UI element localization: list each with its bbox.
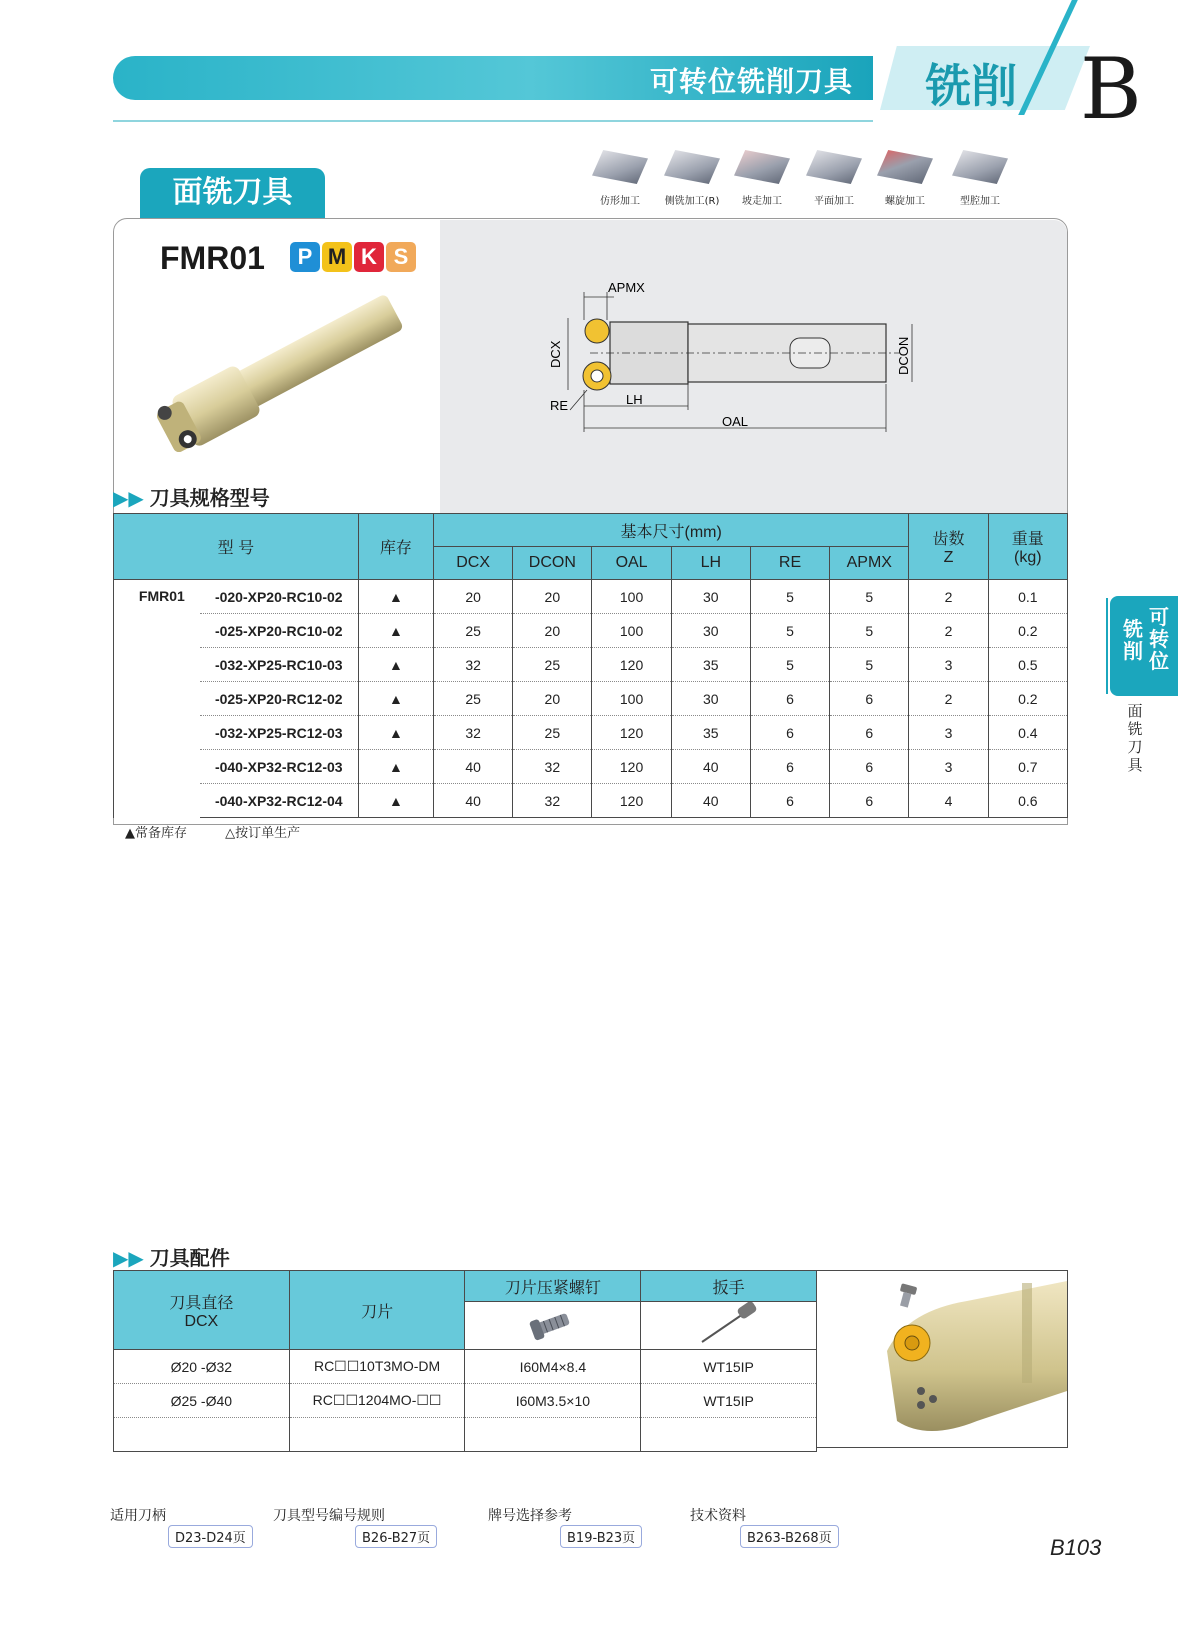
row-code: -032-XP25-RC10-03	[200, 648, 358, 682]
header-apmx: APMX	[830, 547, 909, 580]
header-oal: OAL	[592, 547, 671, 580]
material-badge-m: M	[322, 242, 352, 272]
operation-item	[657, 150, 727, 207]
operation-item	[727, 150, 797, 207]
double-chevron-icon: ▶▶	[113, 486, 144, 510]
operation-icons	[600, 150, 1040, 210]
row-oal: 120	[592, 784, 671, 818]
footer-ref-label: 适用刀柄	[110, 1508, 166, 1524]
acc-row-dcx: Ø25 -Ø40	[114, 1384, 290, 1418]
footer-ref-label: 牌号选择参考	[488, 1508, 572, 1524]
operation-item	[799, 150, 869, 207]
row-apmx: 6	[830, 682, 909, 716]
screw-icon	[523, 1304, 583, 1344]
legend-to-order: △按订单生产	[225, 826, 301, 841]
acc-row-screw	[465, 1418, 641, 1452]
row-code: -040-XP32-RC12-03	[200, 750, 358, 784]
operation-label: 型腔加工	[960, 196, 1000, 207]
row-apmx: 6	[830, 716, 909, 750]
legend-in-stock: ▲常备库存	[125, 826, 187, 841]
accessory-photo	[817, 1270, 1068, 1448]
acc-row-screw: I60M4×8.4	[465, 1350, 641, 1384]
header-dcx: DCX	[433, 547, 512, 580]
row-code: -032-XP25-RC12-03	[200, 716, 358, 750]
footer-ref-pages[interactable]: B26-B27页	[355, 1525, 437, 1548]
row-code: -025-XP20-RC10-02	[200, 614, 358, 648]
acc-header-wrench: 扳手	[641, 1271, 817, 1302]
table-row	[114, 1418, 817, 1452]
row-dcx: 25	[433, 682, 512, 716]
header-teeth-sub: Z	[943, 549, 954, 566]
acc-row-wrench: WT15IP	[641, 1350, 817, 1384]
row-dcon: 25	[513, 716, 592, 750]
header-category: 铣削	[925, 59, 1017, 113]
row-stock: ▲	[358, 614, 433, 648]
row-kg: 0.1	[988, 580, 1067, 614]
row-dcx: 32	[433, 648, 512, 682]
row-kg: 0.6	[988, 784, 1067, 818]
row-z: 2	[909, 614, 988, 648]
row-z: 2	[909, 682, 988, 716]
acc-row-insert	[289, 1418, 465, 1452]
footer-ref-pages[interactable]: B19-B23页	[560, 1525, 642, 1548]
row-apmx: 6	[830, 784, 909, 818]
label-oal: OAL	[722, 414, 749, 429]
row-kg: 0.2	[988, 682, 1067, 716]
footer-ref-grades[interactable]	[488, 1505, 636, 1546]
footer-ref-label: 技术资料	[690, 1508, 746, 1524]
row-z: 4	[909, 784, 988, 818]
row-apmx: 5	[830, 614, 909, 648]
side-tab-subtitle: 面铣刀具	[1127, 702, 1143, 774]
spec-table	[113, 513, 1068, 818]
row-apmx: 6	[830, 750, 909, 784]
header-model: 型 号	[114, 514, 359, 580]
row-stock: ▲	[358, 648, 433, 682]
row-code: -025-XP20-RC12-02	[200, 682, 358, 716]
label-apmx: APMX	[608, 280, 645, 295]
accessories-table	[113, 1270, 817, 1452]
face-milling-icon	[806, 150, 862, 184]
operation-label: 侧铣加工(R)	[664, 196, 720, 207]
side-tab-col2: 铣削	[1123, 617, 1143, 663]
label-lh: LH	[626, 392, 643, 407]
row-lh: 40	[671, 784, 750, 818]
header-weight-sub: (kg)	[1014, 549, 1042, 566]
row-re: 6	[750, 750, 829, 784]
row-re: 6	[750, 716, 829, 750]
table-row	[114, 750, 1068, 784]
end-mill-photo	[145, 292, 415, 452]
header-weight	[988, 514, 1067, 580]
row-code: -040-XP32-RC12-04	[200, 784, 358, 818]
profiling-icon	[592, 150, 648, 184]
row-lh: 30	[671, 614, 750, 648]
row-lh: 30	[671, 682, 750, 716]
torx-wrench-icon	[694, 1302, 764, 1346]
pocketing-icon	[952, 150, 1008, 184]
header-title: 可转位铣削刀具	[650, 65, 854, 98]
row-stock: ▲	[358, 784, 433, 818]
row-z: 2	[909, 580, 988, 614]
row-dcon: 32	[513, 784, 592, 818]
spec-heading	[113, 482, 270, 511]
operation-item	[870, 150, 940, 207]
label-re: RE	[550, 398, 569, 413]
header-stock: 库存	[358, 514, 433, 580]
operation-item	[945, 150, 1015, 207]
acc-header-dcx-label: 刀具直径	[169, 1294, 234, 1312]
row-oal: 120	[592, 648, 671, 682]
table-row	[114, 1384, 817, 1418]
acc-row-screw: I60M3.5×10	[465, 1384, 641, 1418]
table-row	[114, 784, 1068, 818]
wrench-picture-cell	[641, 1302, 817, 1350]
header-weight-label: 重量	[1011, 531, 1044, 548]
side-tab-col1: 可转位	[1149, 605, 1169, 673]
row-dcx: 20	[433, 580, 512, 614]
footer-ref-holders[interactable]	[110, 1505, 246, 1546]
row-dcon: 20	[513, 580, 592, 614]
row-re: 6	[750, 784, 829, 818]
row-dcx: 25	[433, 614, 512, 648]
row-dcon: 32	[513, 750, 592, 784]
page-number: B103	[1050, 1535, 1102, 1560]
side-tab[interactable]	[1110, 596, 1178, 696]
header-teeth-label: 齿数	[932, 531, 965, 548]
section-letter: B	[1080, 40, 1142, 138]
row-re: 5	[750, 580, 829, 614]
acc-header-dcx-sub: DCX	[184, 1312, 219, 1330]
acc-row-wrench	[641, 1418, 817, 1452]
acc-row-insert: RC☐☐10T3MO-DM	[289, 1350, 465, 1384]
table-row	[114, 614, 1068, 648]
model-name: FMR01	[160, 240, 265, 276]
table-row	[114, 648, 1068, 682]
label-dcx: DCX	[548, 340, 563, 368]
table-row	[114, 716, 1068, 750]
header-lh: LH	[671, 547, 750, 580]
row-dcon: 25	[513, 648, 592, 682]
footer-ref-technical[interactable]	[690, 1505, 832, 1546]
table-row	[114, 1350, 817, 1384]
screw-picture-cell	[465, 1302, 641, 1350]
row-lh: 35	[671, 648, 750, 682]
footer-ref-numbering[interactable]	[273, 1505, 431, 1546]
header-teeth	[909, 514, 988, 580]
row-stock: ▲	[358, 580, 433, 614]
row-code: -020-XP20-RC10-02	[200, 580, 358, 614]
row-re: 5	[750, 648, 829, 682]
row-oal: 120	[592, 716, 671, 750]
row-z: 3	[909, 750, 988, 784]
material-badge-p: P	[290, 242, 320, 272]
section-title: 面铣刀具	[140, 168, 325, 218]
row-group: FMR01	[114, 580, 200, 818]
acc-header-dcx	[114, 1271, 290, 1350]
row-z: 3	[909, 716, 988, 750]
acc-header-insert: 刀片	[289, 1271, 465, 1350]
row-kg: 0.2	[988, 614, 1067, 648]
dimension-diagram	[540, 280, 940, 440]
material-badge-s: S	[386, 242, 416, 272]
header-basic-dimensions: 基本尺寸(mm)	[433, 514, 908, 547]
row-dcx: 32	[433, 716, 512, 750]
table-row	[114, 580, 1068, 614]
operation-item	[585, 150, 655, 207]
row-z: 3	[909, 648, 988, 682]
row-oal: 100	[592, 580, 671, 614]
row-oal: 100	[592, 682, 671, 716]
row-lh: 35	[671, 716, 750, 750]
footer-ref-label: 刀具型号编号规则	[273, 1508, 385, 1524]
acc-row-dcx: Ø20 -Ø32	[114, 1350, 290, 1384]
row-stock: ▲	[358, 716, 433, 750]
acc-row-dcx	[114, 1418, 290, 1452]
row-apmx: 5	[830, 580, 909, 614]
side-tab-accent	[1106, 598, 1108, 694]
operation-label: 仿形加工	[600, 196, 640, 207]
row-dcon: 20	[513, 614, 592, 648]
table-row	[114, 682, 1068, 716]
header-dcon: DCON	[513, 547, 592, 580]
row-stock: ▲	[358, 750, 433, 784]
row-kg: 0.7	[988, 750, 1067, 784]
row-stock: ▲	[358, 682, 433, 716]
cutter-head-photo	[817, 1271, 1067, 1447]
double-chevron-icon: ▶▶	[113, 1246, 144, 1270]
row-dcon: 20	[513, 682, 592, 716]
row-kg: 0.4	[988, 716, 1067, 750]
side-milling-icon	[664, 150, 720, 184]
acc-header-screw: 刀片压紧螺钉	[465, 1271, 641, 1302]
operation-label: 坡走加工	[742, 196, 782, 207]
row-oal: 100	[592, 614, 671, 648]
row-lh: 40	[671, 750, 750, 784]
helical-icon	[877, 150, 933, 184]
acc-row-wrench: WT15IP	[641, 1384, 817, 1418]
row-apmx: 5	[830, 648, 909, 682]
footer-ref-pages[interactable]: D23-D24页	[168, 1525, 253, 1548]
row-re: 5	[750, 614, 829, 648]
accessories-heading-text: 刀具配件	[149, 1246, 230, 1270]
row-oal: 120	[592, 750, 671, 784]
header-re: RE	[750, 547, 829, 580]
operation-label: 平面加工	[814, 196, 854, 207]
row-lh: 30	[671, 580, 750, 614]
footer-ref-pages[interactable]: B263-B268页	[740, 1525, 839, 1548]
spec-heading-text: 刀具规格型号	[149, 486, 270, 510]
stock-legend	[125, 822, 334, 841]
header-underline	[113, 120, 873, 122]
row-re: 6	[750, 682, 829, 716]
acc-row-insert: RC☐☐1204MO-☐☐	[289, 1384, 465, 1418]
label-dcon: DCON	[896, 336, 911, 375]
row-dcx: 40	[433, 784, 512, 818]
row-dcx: 40	[433, 750, 512, 784]
operation-label: 螺旋加工	[885, 196, 925, 207]
accessories-heading	[113, 1242, 230, 1271]
ramping-icon	[734, 150, 790, 184]
row-kg: 0.5	[988, 648, 1067, 682]
material-badge-k: K	[354, 242, 384, 272]
